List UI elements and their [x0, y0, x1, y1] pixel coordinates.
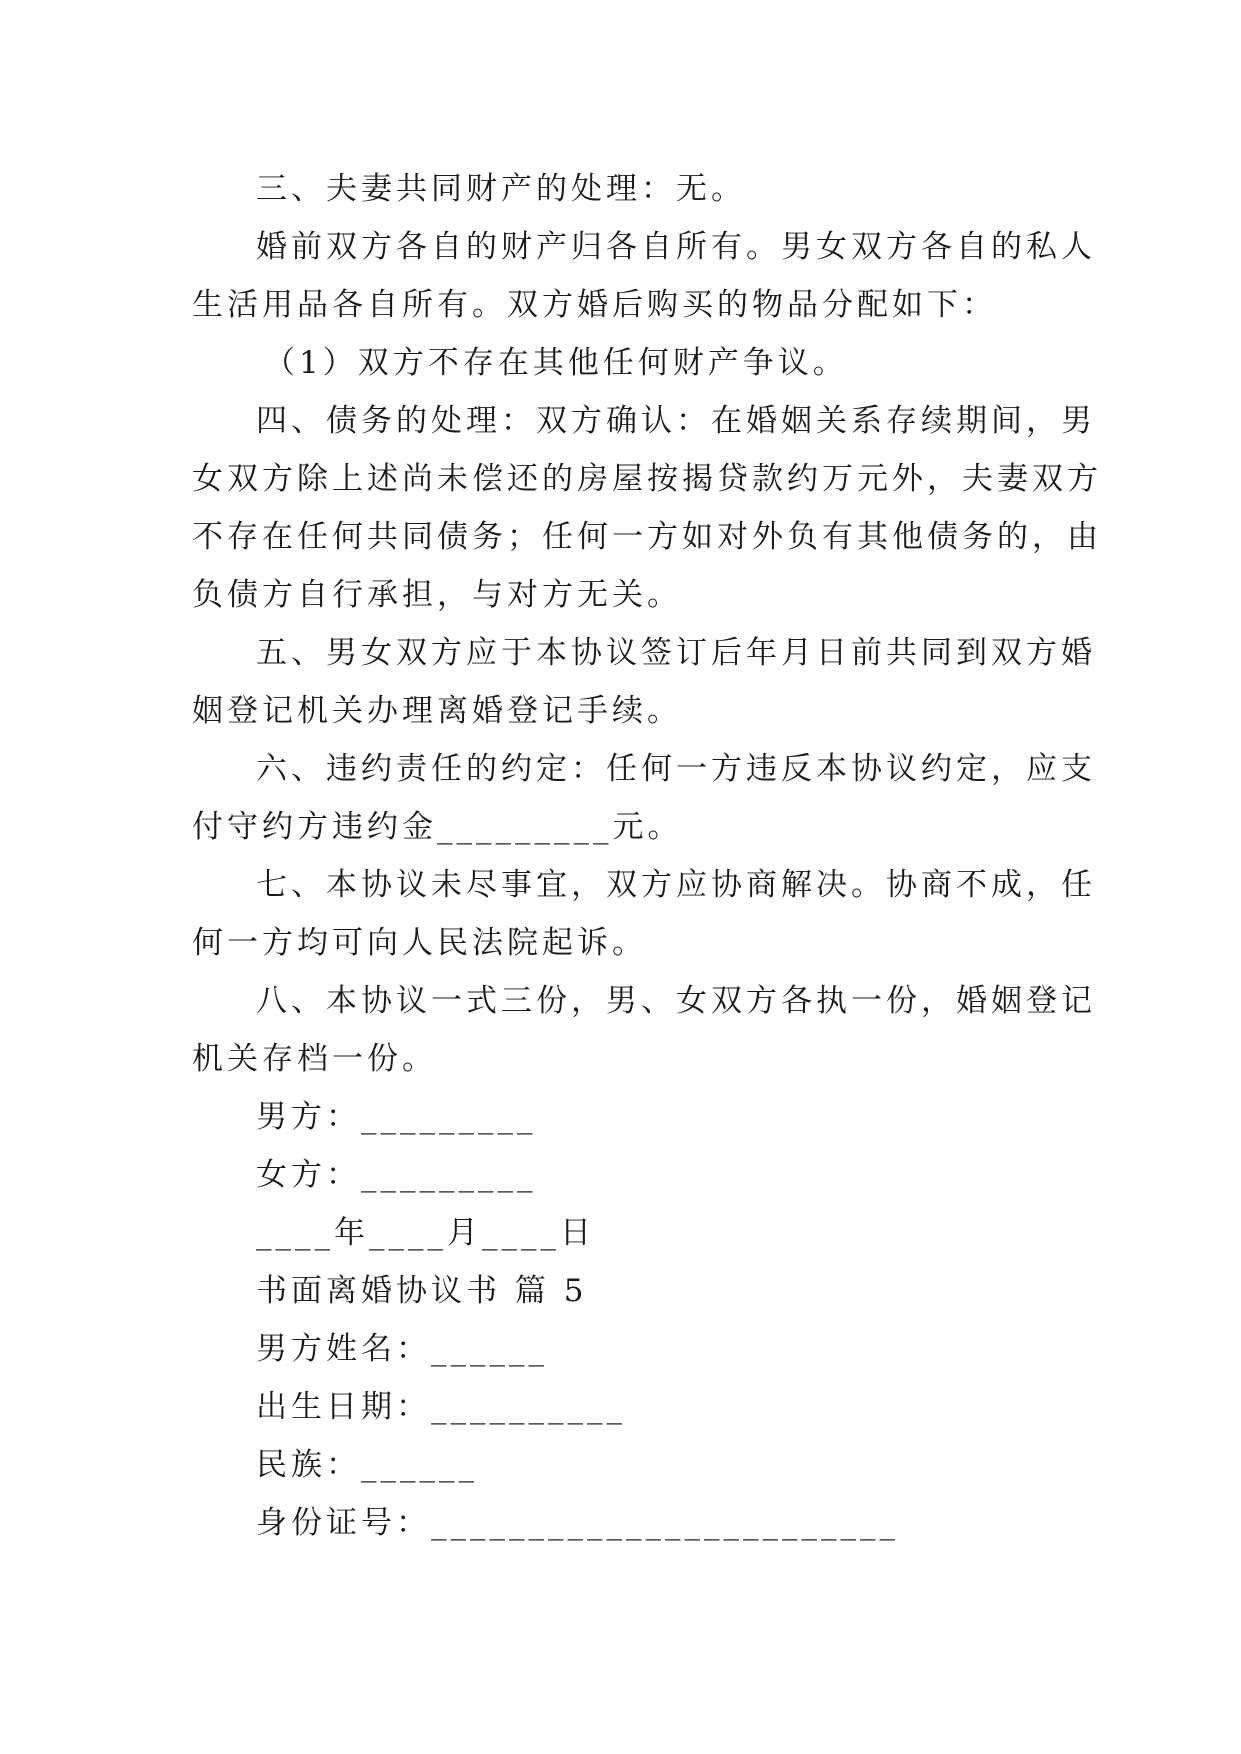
section-7-heading: 七、本协议未尽事宜，双方应协商解决。协商不成，任	[256, 867, 1096, 903]
male-name-field: 男方姓名：______	[256, 1331, 548, 1367]
paragraph-line: 不存在任何共同债务；任何一方如对外负有其他债务的，由	[192, 519, 1102, 555]
female-signature-field: 女方：_________	[256, 1157, 537, 1193]
paragraph-line: 女双方除上述尚未偿还的房屋按揭贷款约万元外，夫妻双方	[192, 461, 1102, 497]
ethnicity-field: 民族：______	[256, 1447, 478, 1483]
section-4-heading: 四、债务的处理：双方确认：在婚姻关系存续期间，男	[256, 403, 1096, 439]
paragraph-line: 机关存档一份。	[192, 1041, 437, 1077]
male-signature-field: 男方：_________	[256, 1099, 537, 1135]
id-number-field: 身份证号：________________________	[256, 1505, 899, 1541]
paragraph-line: 负债方自行承担，与对方无关。	[192, 577, 682, 613]
section-3-heading: 三、夫妻共同财产的处理：无。	[256, 171, 746, 207]
paragraph-line: 付守约方违约金_________元。	[192, 809, 683, 845]
section-5-heading: 五、男女双方应于本协议签订后年月日前共同到双方婚	[256, 635, 1096, 671]
paragraph-line: 何一方均可向人民法院起诉。	[192, 925, 647, 961]
paragraph-line: 姻登记机关办理离婚登记手续。	[192, 693, 682, 729]
date-field: ____年____月____日	[256, 1215, 595, 1251]
birth-date-field: 出生日期：__________	[256, 1389, 626, 1425]
list-item: （1）双方不存在其他任何财产争议。	[264, 345, 848, 381]
section-6-heading: 六、违约责任的约定：任何一方违反本协议约定，应支	[256, 751, 1096, 787]
document-page	[192, 160, 1102, 1552]
paragraph-line: 婚前双方各自的财产归各自所有。男女双方各自的私人	[256, 229, 1096, 265]
section-title: 书面离婚协议书 篇 5	[256, 1273, 588, 1309]
section-8-heading: 八、本协议一式三份，男、女双方各执一份，婚姻登记	[256, 983, 1096, 1019]
paragraph-line: 生活用品各自所有。双方婚后购买的物品分配如下：	[192, 287, 997, 323]
